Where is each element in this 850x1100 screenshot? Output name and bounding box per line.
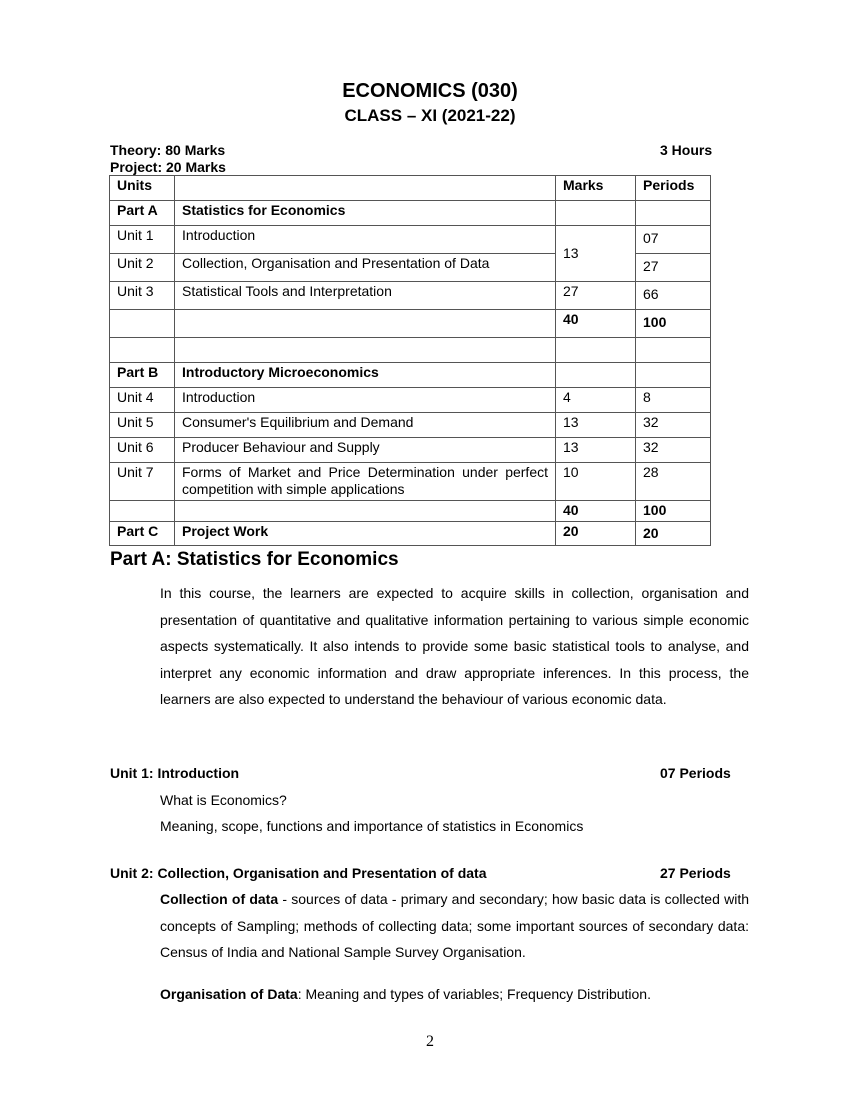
table-header-row bbox=[110, 176, 711, 201]
table-cell: Introduction bbox=[175, 388, 556, 413]
table-cell: 100 bbox=[636, 501, 711, 522]
table-row bbox=[110, 201, 711, 226]
theory-marks: Theory: 80 Marks bbox=[110, 142, 226, 158]
table-row bbox=[110, 413, 711, 438]
section-intro: In this course, the learners are expected to acquire skills in collection, organisation and presentation of quantitative and qualitative information pertaining to various simple economic aspects systematically. It also intends to provide some basic statistical tools to analyse, and interpret any economic information and draw appropriate inferences. In this process, the learners are also expected to understand the behaviour of various economic data. bbox=[160, 585, 749, 707]
table-cell bbox=[175, 310, 556, 338]
table-cell: 32 bbox=[636, 413, 711, 438]
table-cell: 27 bbox=[556, 282, 636, 310]
table-cell bbox=[556, 201, 636, 226]
table-cell: Consumer's Equilibrium and Demand bbox=[175, 413, 556, 438]
table-cell bbox=[556, 363, 636, 388]
unit2-organisation-paragraph bbox=[160, 981, 749, 1008]
table-cell: 66 bbox=[636, 282, 711, 310]
organisation-text: : Meaning and types of variables; Frequency Distribution. bbox=[297, 986, 651, 1002]
table-cell bbox=[175, 501, 556, 522]
unit1-title: Unit 1: Introduction bbox=[110, 765, 240, 781]
table-row bbox=[110, 363, 711, 388]
table-row bbox=[110, 438, 711, 463]
table-cell bbox=[110, 310, 175, 338]
unit2-collection-paragraph bbox=[160, 886, 749, 966]
unit1-periods: 07 Periods bbox=[660, 765, 731, 781]
table-cell: Unit 1 bbox=[110, 226, 175, 254]
table-cell: Forms of Market and Price Determination under perfect competition with simple applications bbox=[175, 463, 556, 501]
table-cell: Introduction bbox=[175, 226, 556, 254]
table-cell: Project Work bbox=[175, 522, 556, 546]
unit2-periods: 27 Periods bbox=[660, 865, 731, 881]
table-cell: Unit 4 bbox=[110, 388, 175, 413]
table-row bbox=[110, 522, 711, 546]
table-cell: Collection, Organisation and Presentation of Data bbox=[175, 254, 556, 282]
collection-text: - sources of data - primary and secondary; how basic data is collected with concepts of Sampling; methods of collecting data; some important sources of secondary data: Census of India and National Sample Survey Organisation. bbox=[160, 891, 750, 960]
table-header: Periods bbox=[636, 176, 711, 201]
table-cell: 8 bbox=[636, 388, 711, 413]
table-cell: 07 bbox=[636, 226, 711, 254]
table-cell bbox=[110, 501, 175, 522]
table-cell: Statistical Tools and Interpretation bbox=[175, 282, 556, 310]
unit2-title: Unit 2: Collection, Organisation and Presentation of data bbox=[110, 865, 487, 881]
table-cell: Part B bbox=[110, 363, 175, 388]
table-cell: 27 bbox=[636, 254, 711, 282]
page-number: 2 bbox=[426, 1033, 434, 1050]
table-cell bbox=[636, 201, 711, 226]
table-cell: Part A bbox=[110, 201, 175, 226]
table-row bbox=[110, 226, 711, 254]
table-row bbox=[110, 501, 711, 522]
table-cell: Unit 5 bbox=[110, 413, 175, 438]
table-cell: 4 bbox=[556, 388, 636, 413]
table-row-empty bbox=[110, 338, 711, 363]
table-header: Units bbox=[110, 176, 175, 201]
table-cell: 20 bbox=[636, 522, 711, 546]
table-cell bbox=[636, 363, 711, 388]
table-header: Marks bbox=[556, 176, 636, 201]
table-row bbox=[110, 310, 711, 338]
collection-label: Collection of data bbox=[160, 891, 279, 907]
table-cell: 100 bbox=[636, 310, 711, 338]
page-title: ECONOMICS (030) bbox=[342, 80, 518, 102]
table-cell: Introductory Microeconomics bbox=[175, 363, 556, 388]
page-subtitle: CLASS – XI (2021-22) bbox=[344, 106, 516, 125]
table-cell: Producer Behaviour and Supply bbox=[175, 438, 556, 463]
table-cell: 28 bbox=[636, 463, 711, 501]
project-marks: Project: 20 Marks bbox=[110, 159, 226, 175]
table-cell: 13 bbox=[556, 413, 636, 438]
table-cell: 20 bbox=[556, 522, 636, 546]
unit1-line: What is Economics? bbox=[160, 792, 287, 808]
table-cell: Unit 2 bbox=[110, 254, 175, 282]
table-cell: 10 bbox=[556, 463, 636, 501]
duration: 3 Hours bbox=[660, 142, 713, 158]
table-cell: Part C bbox=[110, 522, 175, 546]
table-cell: 40 bbox=[556, 310, 636, 338]
table-row bbox=[110, 282, 711, 310]
table-row bbox=[110, 463, 711, 501]
table-row bbox=[110, 388, 711, 413]
section-heading: Part A: Statistics for Economics bbox=[110, 549, 399, 570]
table-cell: 40 bbox=[556, 501, 636, 522]
table-header bbox=[175, 176, 556, 201]
syllabus-table bbox=[109, 175, 711, 546]
organisation-label: Organisation of Data bbox=[160, 986, 298, 1002]
unit1-line: Meaning, scope, functions and importance of statistics in Economics bbox=[160, 818, 584, 834]
table-cell: 13 bbox=[556, 438, 636, 463]
table-cell: Unit 7 bbox=[110, 463, 175, 501]
table-cell: 32 bbox=[636, 438, 711, 463]
table-cell: Unit 3 bbox=[110, 282, 175, 310]
table-cell: Unit 6 bbox=[110, 438, 175, 463]
table-cell: Statistics for Economics bbox=[175, 201, 556, 226]
table-cell: 13 bbox=[556, 226, 636, 282]
